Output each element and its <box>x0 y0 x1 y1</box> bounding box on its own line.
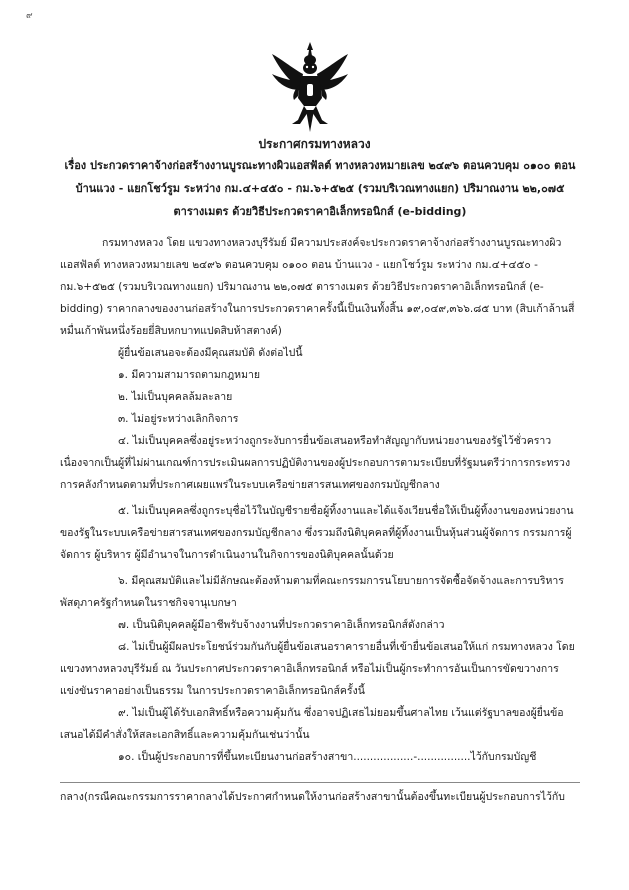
page-footer-continuation: กลาง(กรณีคณะกรรมการราคากลางได้ประกาศกำหนดให้งานก่อสร้างสาขานั้นต้องขึ้นทะเบียนผู้ประกอบการไว้กับ <box>60 791 565 803</box>
qualification-item: ๙. ไม่เป็นผู้ได้รับเอกสิทธิ์หรือความคุ้มกัน ซึ่งอาจปฏิเสธไม่ยอมขึ้นศาลไทย เว้นแต่รัฐบาลของผู้ยื่นข้อเสนอได้มีคำสั่งให้สละเอกสิทธิ์และความคุ้มกันเช่นว่านั้น <box>60 707 564 741</box>
announcement-subject: เรื่อง ประกวดราคาจ้างก่อสร้างงานบูรณะทางผิวแอสฟัลต์ ทางหลวงหมายเลข ๒๔๙๖ ตอนควบคุม ๐๑๐๐ ตอน บ้านแวง - แยกโชว์รูม ระหว่าง กม.๔+๔๕๐ - กม.๖+๕๒๕ (รวมบริเวณทางแยก) ปริมาณงาน ๒๒,๐๗๕ ตารางเมตร ด้วยวิธีประกวดราคาอิเล็กทรอนิกส์ (e-bidding) <box>64 159 576 218</box>
qualification-item: ๒. ไม่เป็นบุคคลล้มละลาย <box>118 391 233 403</box>
qualification-heading: ผู้ยื่นข้อเสนอจะต้องมีคุณสมบัติ ดังต่อไปนี้ <box>118 347 303 359</box>
intro-paragraph: กรมทางหลวง โดย แขวงทางหลวงบุรีรัมย์ มีความประสงค์จะประกวดราคาจ้างก่อสร้างงานบูรณะทางผิวแอสฟัลต์ ทางหลวงหมายเลข ๒๔๙๖ ตอนควบคุม ๐๑๐๐ ตอน บ้านแวง - แยกโชว์รูม ระหว่าง กม.๔+๔๕๐ - กม.๖+๕๒๕ (รวมบริเวณทางแยก) ปริมาณงาน ๒๒,๐๗๕ ตารางเมตร ด้วยวิธีประกวดราคาอิเล็กทรอนิกส์ (e-bidding) ราคากลางของงานก่อสร้างในการประกวดราคาครั้งนี้เป็นเงินทั้งสิ้น ๑๙,๐๔๙,๓๖๖.๘๕ บาท (สิบเก้าล้านสี่หมื่นเก้าพันหนึ่งร้อยยี่สิบหกบาทแปดสิบห้าสตางค์) <box>60 237 575 337</box>
qualification-item: ๔. ไม่เป็นบุคคลซึ่งอยู่ระหว่างถูกระงับการยื่นข้อเสนอหรือทำสัญญากับหน่วยงานของรัฐไว้ชั่วคราว เนื่องจากเป็นผู้ที่ไม่ผ่านเกณฑ์การประเมินผลการปฏิบัติงานของผู้ประกอบการตามระเบียบที่รัฐมนตรีว่าการกระทรวงการคลังกำหนดตามที่ประกาศเผยแพร่ในระบบเครือข่ายสารสนเทศของกรมบัญชีกลาง <box>60 435 571 491</box>
qualification-item: ๖. มีคุณสมบัติและไม่มีลักษณะต้องห้ามตามที่คณะกรรมการนโยบายการจัดซื้อจัดจ้างและการบริหารพัสดุภาครัฐกำหนดในราชกิจจานุเบกษา <box>60 575 564 609</box>
garuda-emblem-icon <box>270 40 350 134</box>
page-divider <box>60 782 580 783</box>
qualification-item: ๓. ไม่อยู่ระหว่างเลิกกิจการ <box>118 413 239 425</box>
qualification-item: ๕. ไม่เป็นบุคคลซึ่งถูกระบุชื่อไว้ในบัญชีรายชื่อผู้ทิ้งงานและได้แจ้งเวียนชื่อให้เป็นผู้ทิ้งงานของหน่วยงานของรัฐในระบบเครือข่ายสารสนเทศของกรมบัญชีกลาง ซึ่งรวมถึงนิติบุคคลที่ผู้ทิ้งงานเป็นหุ้นส่วนผู้จัดการ กรรมการผู้จัดการ ผู้บริหาร ผู้มีอำนาจในการดำเนินงานในกิจการของนิติบุคคลนั้นด้วย <box>60 505 574 561</box>
qualification-item: ๘. ไม่เป็นผู้มีผลประโยชน์ร่วมกันกับผู้ยื่นข้อเสนอราคารายอื่นที่เข้ายื่นข้อเสนอให้แก่ กรมทางหลวง โดย แขวงทางหลวงบุรีรัมย์ ณ วันประกาศประกวดราคาอิเล็กทรอนิกส์ หรือไม่เป็นผู้กระทำการอันเป็นการขัดขวางการแข่งขันราคาอย่างเป็นธรรม ในการประกวดราคาอิเล็กทรอนิกส์ครั้งนี้ <box>60 641 575 697</box>
qualification-item: ๑๐. เป็นผู้ประกอบการที่ขึ้นทะเบียนงานก่อสร้างสาขา..................-................ไว้กับกรมบัญชี <box>118 751 537 763</box>
page-mark: ๙ <box>26 11 33 21</box>
announcement-body <box>60 232 580 768</box>
qualification-item: ๗. เป็นนิติบุคคลผู้มีอาชีพรับจ้างงานที่ประกวดราคาอิเล็กทรอนิกส์ดังกล่าว <box>118 619 445 631</box>
qualification-item: ๑. มีความสามารถตามกฎหมาย <box>118 369 261 381</box>
announcement-title: ประกาศกรมทางหลวง <box>258 137 371 151</box>
